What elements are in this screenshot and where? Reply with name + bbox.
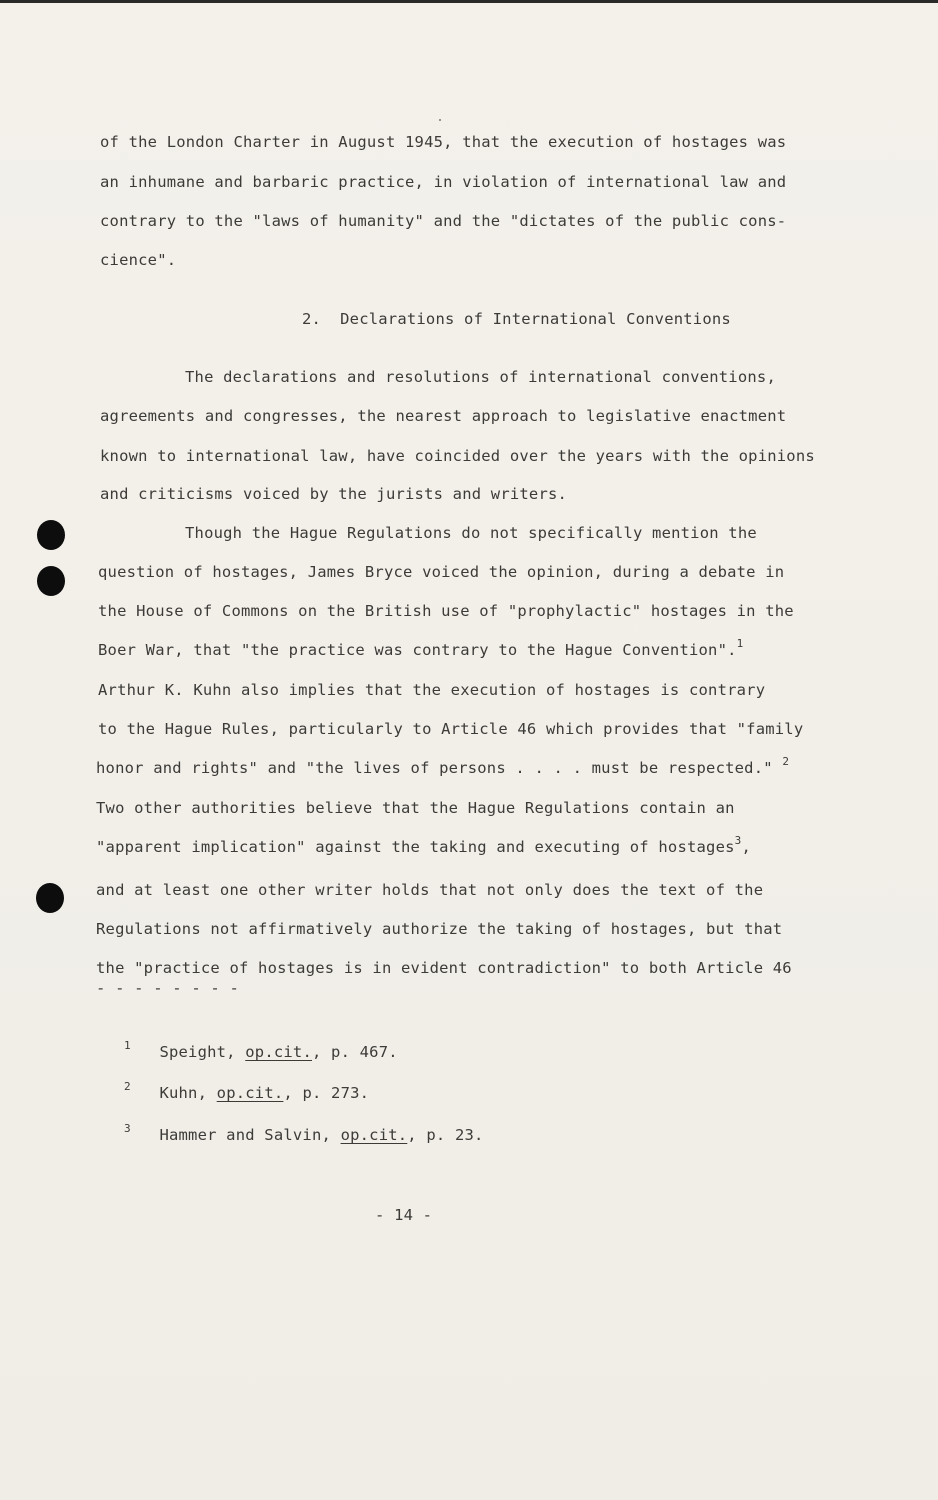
footnote-author: Speight, [159,1043,236,1061]
paragraph-line [98,637,744,662]
page-number: - 14 - [375,1206,433,1224]
punctuation: , [741,838,752,856]
paragraph-line: Though the Hague Regulations do not specifically mention the [185,524,757,542]
footnote-number: 1 [124,1039,131,1052]
line-text: Boer War, that "the practice was contrary to the Hague Convention". [98,641,737,659]
punch-hole [37,566,65,596]
footnote-ref: op.cit. [216,1084,284,1102]
paragraph-line: known to international law, have coincided over the years with the opinions [100,447,815,465]
punch-hole [37,520,65,550]
body-line: cience". [100,251,177,269]
paragraph-line: Two other authorities believe that the Hague Regulations contain an [96,799,735,817]
paragraph-line: Regulations not affirmatively authorize the taking of hostages, but that [96,920,783,938]
footnote-author: Kuhn, [159,1084,208,1102]
punch-hole [36,883,64,913]
footnote-number: 3 [124,1122,131,1135]
paragraph-line: The declarations and resolutions of international conventions, [185,368,776,386]
footnote-number: 2 [124,1080,131,1093]
body-line: contrary to the "laws of humanity" and the "dictates of the public cons- [100,212,787,230]
paragraph-line: question of hostages, James Bryce voiced the opinion, during a debate in [98,563,785,581]
line-text: "apparent implication" against the taking and executing of hostages [96,838,735,856]
paragraph-line: agreements and congresses, the nearest approach to legislative enactment [100,407,787,425]
footnote-marker: 2 [782,755,790,768]
footnote-marker: 1 [736,637,744,650]
footnote-ref: op.cit. [245,1043,312,1061]
paragraph-line: the "practice of hostages is in evident contradiction" to both Article 46 [96,959,792,977]
body-line: of the London Charter in August 1945, that the execution of hostages was [100,133,787,151]
body-line: an inhumane and barbaric practice, in violation of international law and [100,173,787,191]
footnote-separator: - - - - - - - - [96,979,239,997]
paragraph-line: to the Hague Rules, particularly to Article 46 which provides that "family [98,720,804,738]
section-heading: 2. Declarations of International Conventions [302,310,731,328]
footnote [124,1039,398,1064]
paragraph-line [96,834,752,859]
footnote-author: Hammer and Salvin, [159,1126,332,1144]
footnote [124,1122,484,1147]
footnote-rest: , p. 467. [311,1043,398,1061]
line-text: honor and rights" and "the lives of persons . . . . must be respected." [96,759,773,777]
footnote-rest: , p. 23. [407,1126,484,1144]
paragraph-line: the House of Commons on the British use of "prophylactic" hostages in the [98,602,794,620]
speck [439,119,441,121]
paragraph-line: and at least one other writer holds that not only does the text of the [96,881,764,899]
footnote-ref: op.cit. [340,1126,408,1144]
footnote-rest: , p. 273. [283,1084,370,1102]
footnote [124,1080,370,1105]
paragraph-line: and criticisms voiced by the jurists and writers. [100,485,568,503]
paragraph-line [96,755,790,780]
page-top-edge [0,0,938,3]
paragraph-line: Arthur K. Kuhn also implies that the execution of hostages is contrary [98,681,766,699]
footnote-marker: 3 [734,834,742,847]
